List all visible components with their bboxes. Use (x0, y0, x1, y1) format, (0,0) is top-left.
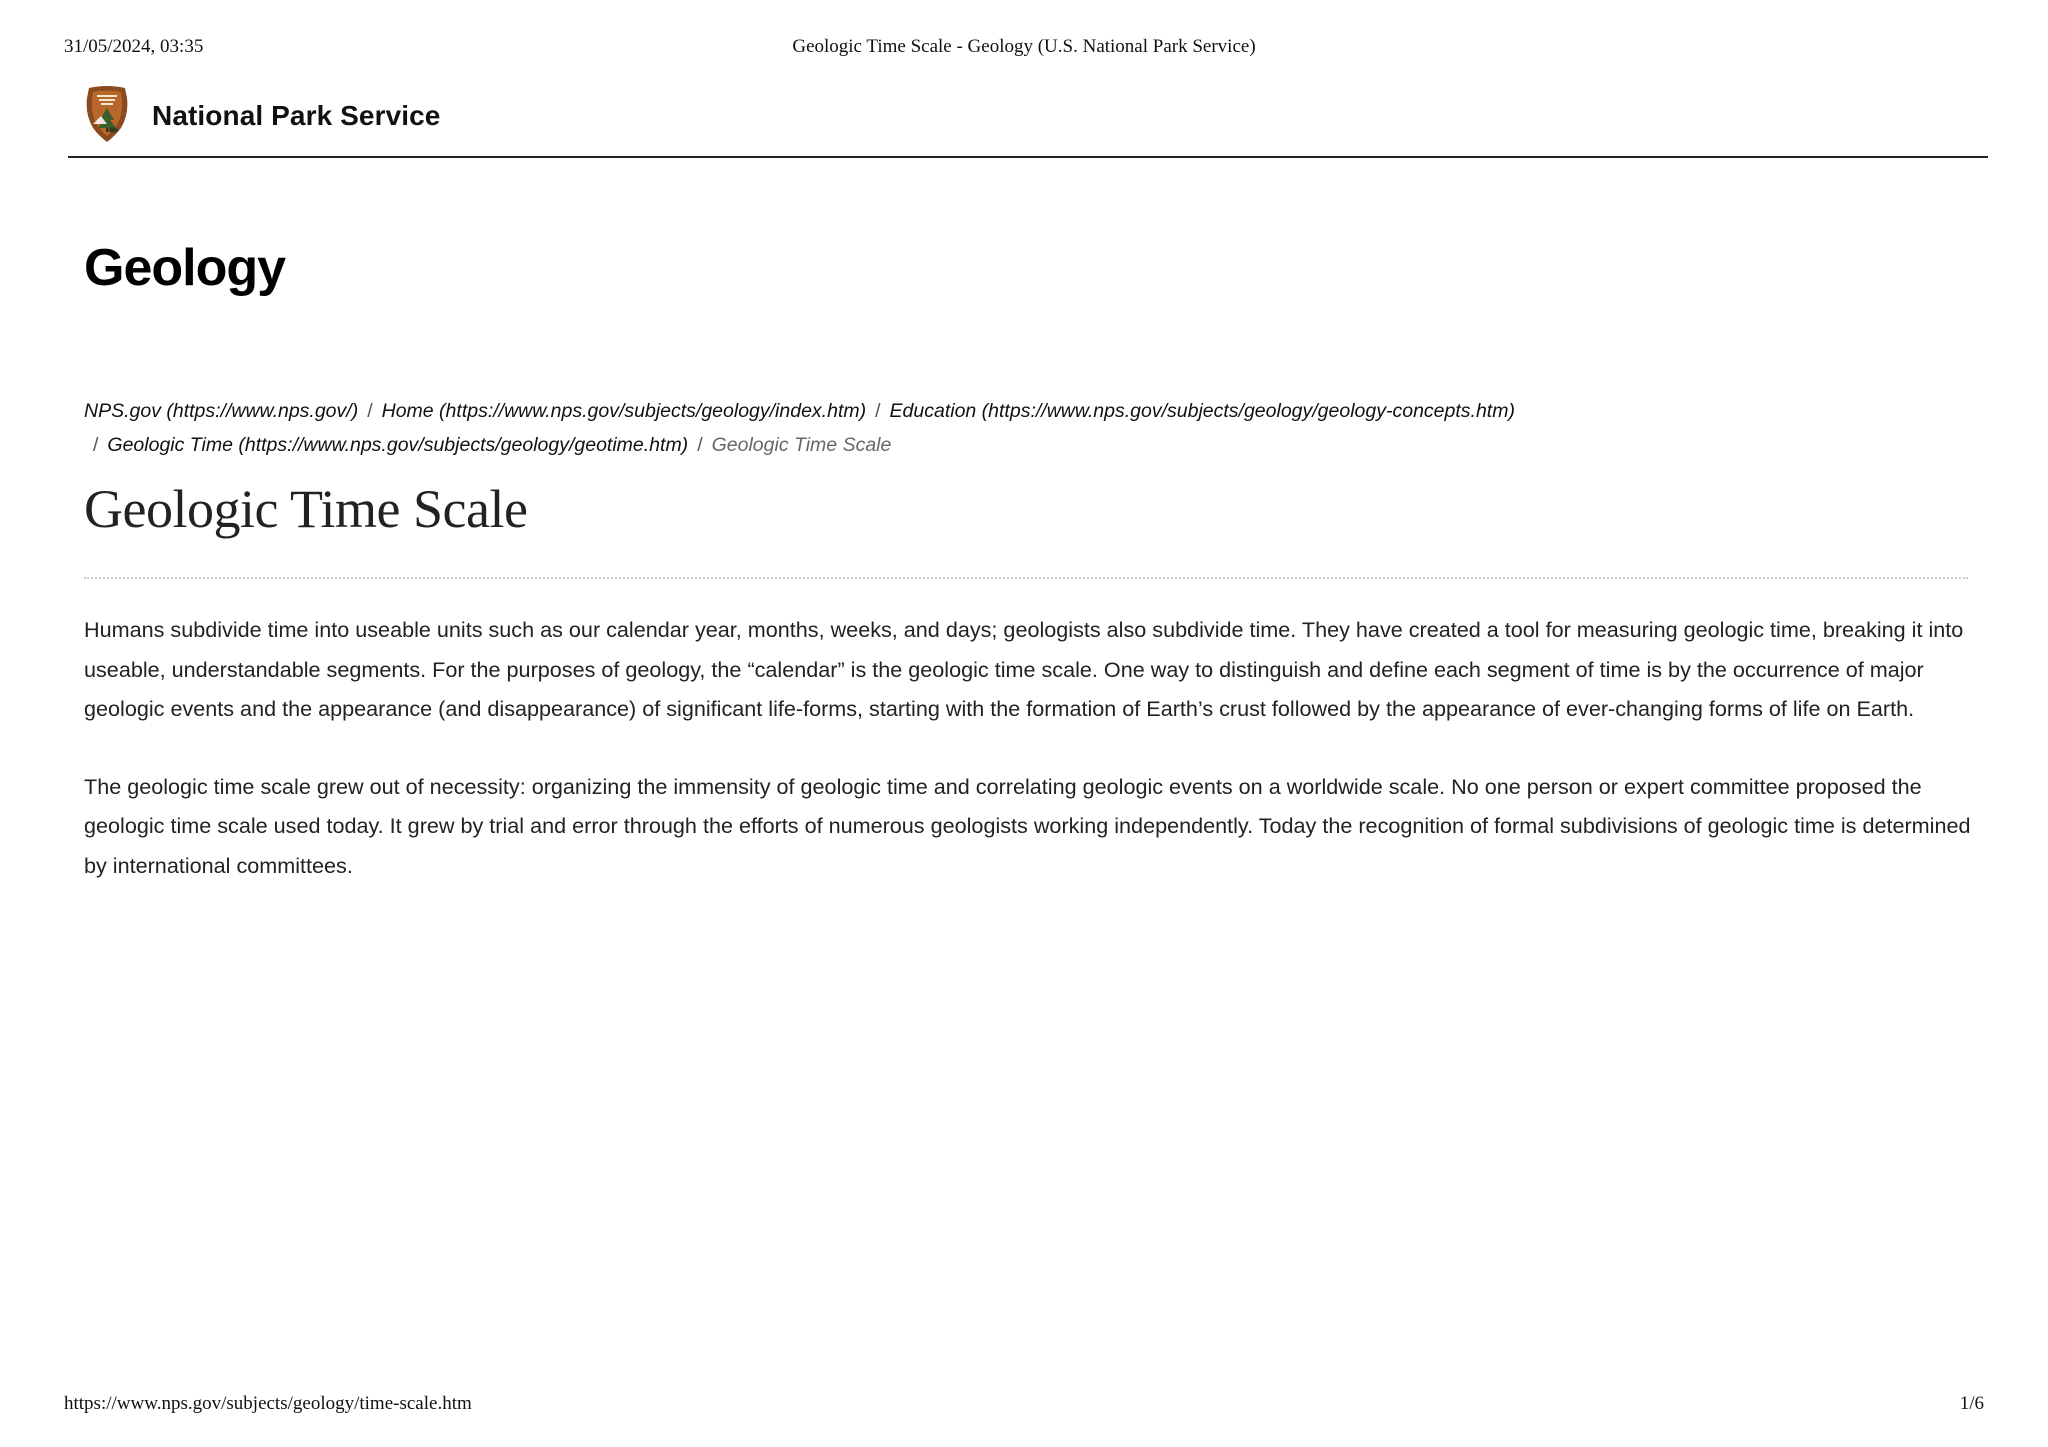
print-url: https://www.nps.gov/subjects/geology/time-scale.htm (64, 1393, 472, 1414)
breadcrumb-item-nps[interactable]: NPS.gov (https://www.nps.gov/) (84, 400, 359, 422)
article-body (84, 610, 1972, 923)
article-paragraph: Humans subdivide time into useable units such as our calendar year, months, weeks, and days; geologists also subdivide time. They have created a tool for measuring geologic time, breaking it into useable, understandable segments. For the purposes of geology, the “calendar” is the geologic time scale. One way to distinguish and define each segment of time is by the occurrence of major geologic events and the appearance (and disappearance) of significant life-forms, starting with the formation of Earth’s crust followed by the appearance of ever-changing forms of life on Earth. (84, 617, 1964, 721)
title-divider (84, 577, 1968, 579)
breadcrumb-separator: / (875, 400, 881, 422)
breadcrumb-separator: / (367, 400, 373, 422)
site-header (68, 82, 1988, 158)
breadcrumb-item-home[interactable]: Home (https://www.nps.gov/subjects/geology/index.htm) (381, 400, 867, 422)
breadcrumb (84, 394, 1964, 462)
breadcrumb-separator: / (697, 434, 703, 456)
article-paragraph: The geologic time scale grew out of necessity: organizing the immensity of geologic time and correlating geologic events on a worldwide scale. No one person or expert committee proposed the geologic time scale used today. It grew by trial and error through the efforts of numerous geologists working independently. Today the recognition of formal subdivisions of geologic time is determined by international committees. (84, 773, 1971, 878)
section-title[interactable]: Geology (84, 239, 286, 297)
print-datetime: 31/05/2024, 03:35 (64, 36, 204, 57)
print-document-title: Geologic Time Scale - Geology (U.S. National Park Service) (792, 36, 1256, 57)
breadcrumb-current: Geologic Time Scale (711, 434, 892, 456)
print-header (64, 36, 1984, 62)
breadcrumb-item-geologic-time[interactable]: Geologic Time (https://www.nps.gov/subjects/geology/geotime.htm) (107, 434, 689, 456)
print-page-number: 1/6 (1959, 1393, 1984, 1414)
print-footer (64, 1393, 1984, 1419)
breadcrumb-item-education[interactable]: Education (https://www.nps.gov/subjects/geology/geology-concepts.htm) (889, 400, 1515, 422)
site-name[interactable]: National Park Service (152, 100, 441, 131)
breadcrumb-separator: / (93, 434, 99, 456)
nps-arrowhead-icon[interactable] (83, 84, 131, 142)
page-title: Geologic Time Scale (84, 479, 528, 539)
